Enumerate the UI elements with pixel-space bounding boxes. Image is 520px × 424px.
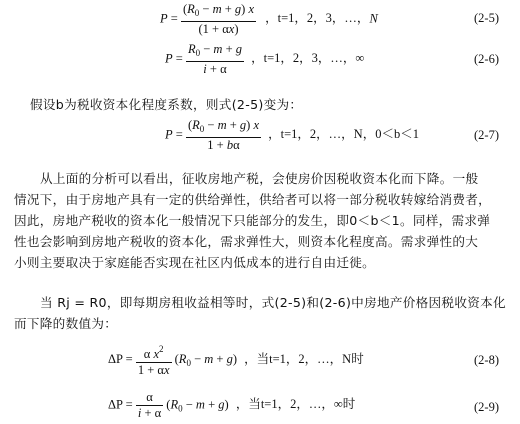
paragraph-line: 当 Rj = R0，即每期房租收益相等时，式(2-5)和(2-6)中房地产价格因税收资本化 — [40, 295, 506, 310]
fraction: $\frac{(R_0 - m + g) x}{1 + b\alpha}$ — [187, 118, 260, 152]
equation-2-6: P = $\frac{R_0 - m + g}{i + \alpha}$ ，t=1，2，3，…，∞ — [165, 42, 365, 76]
equation-number: (2-7) — [474, 128, 499, 142]
paragraph-line: 因此，房地产税收的资本化一般情况下只能部分的发生，即0＜b＜1。同样，需求弹 — [14, 213, 491, 228]
fraction: $\frac{R_0 - m + g}{i + \alpha}$ — [187, 42, 242, 76]
equation-number: (2-5) — [474, 11, 499, 25]
fraction: $\frac{\alpha}{i + \alpha}$ — [137, 390, 162, 420]
equation-number: (2-8) — [474, 353, 499, 367]
fraction: $\frac{(R_0 - m + g) x}{(1 + \alpha x)}$ — [182, 2, 255, 36]
equation-2-5: P = $\frac{(R_0 - m + g) x}{(1 + \alpha x)}$ ，t=1，2，3，…，N — [160, 2, 378, 36]
equation-2-9: ΔP = $\frac{\alpha}{i + \alpha}$ $(R_0 - m + g)$ ，当t=1，2，…，∞时 — [108, 390, 356, 420]
equation-number: (2-6) — [474, 52, 499, 66]
equation-2-7: P = $\frac{(R_0 - m + g) x}{1 + b\alpha}$ ，t=1，2，…，N，0＜b＜1 — [165, 118, 419, 152]
paragraph-line: 而下降的数值为： — [14, 316, 118, 331]
equation-number: (2-9) — [474, 400, 499, 414]
fraction: $\frac{\alpha x^2}{1 + \alpha x}$ — [137, 344, 170, 377]
paragraph-line: 小则主要取决于家庭能否实现在社区内低成本的进行自由迁徙。 — [14, 255, 376, 270]
equation-2-8: ΔP = $\frac{\alpha x^2}{1 + \alpha x}$ $(R_0 - m + g)$ ，当t=1，2，…，N时 — [108, 344, 364, 377]
paragraph-line: 从上面的分析可以看出，征收房地产税，会使房价因税收资本化而下降。一般 — [40, 171, 479, 186]
paragraph-line: 性也会影响到房地产税收的资本化，需求弹性大，则资本化程度高。需求弹性的大 — [14, 234, 479, 249]
paragraph-text: 假设b为税收资本化程度系数，则式(2-5)变为： — [30, 97, 303, 112]
paragraph-line: 情况下，由于房地产具有一定的供给弹性，供给者可以将一部分税收转嫁给消费者， — [14, 192, 492, 207]
